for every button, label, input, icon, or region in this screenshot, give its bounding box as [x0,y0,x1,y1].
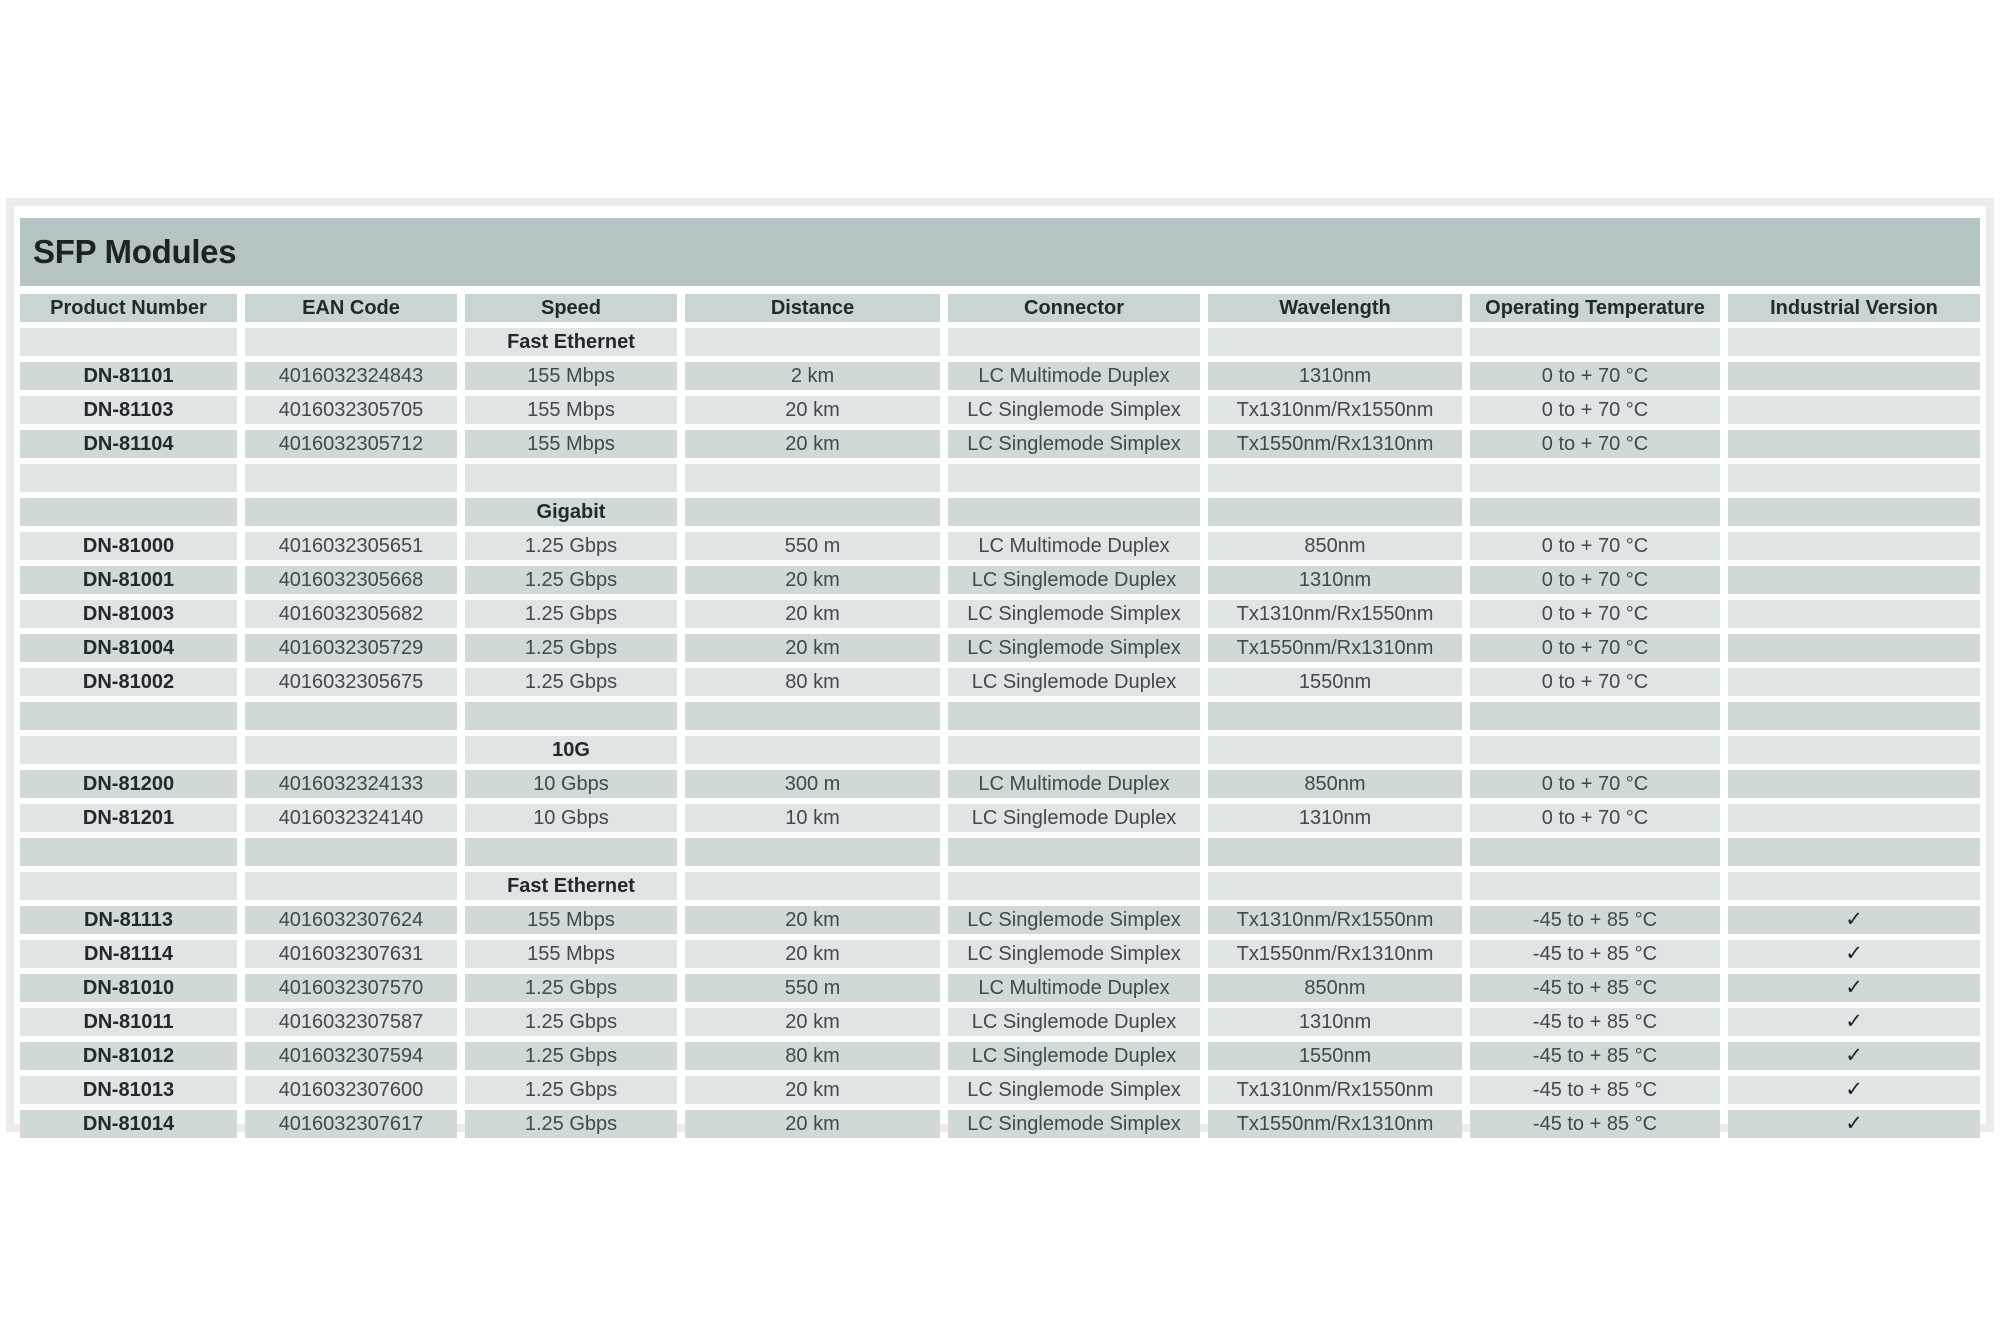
section-empty-cell [20,498,237,526]
industrial-check-cell [1728,974,1980,1002]
data-cell: LC Multimode Duplex [948,770,1200,798]
data-cell: 1310nm [1208,804,1462,832]
data-cell: Tx1550nm/Rx1310nm [1208,634,1462,662]
data-cell: 20 km [685,634,940,662]
check-icon: ✓ [1845,1044,1863,1067]
section-empty-cell [685,736,940,764]
data-cell [1728,804,1980,832]
data-cell [1728,396,1980,424]
page-title: SFP Modules [33,233,237,270]
data-cell: 1.25 Gbps [465,634,677,662]
section-empty-cell [685,328,940,356]
product-number-cell: DN-81113 [20,906,237,934]
data-cell: -45 to + 85 °C [1470,1042,1720,1070]
data-cell: 1310nm [1208,566,1462,594]
data-cell: 4016032305682 [245,600,457,628]
data-cell: 4016032305705 [245,396,457,424]
data-cell: 1.25 Gbps [465,1076,677,1104]
data-cell: 80 km [685,1042,940,1070]
data-cell: -45 to + 85 °C [1470,1110,1720,1138]
data-cell: 155 Mbps [465,906,677,934]
spacer-cell [245,838,457,866]
spacer-cell [20,838,237,866]
data-cell: 80 km [685,668,940,696]
spacer-cell [465,464,677,492]
data-cell: 4016032324133 [245,770,457,798]
data-cell: 4016032324140 [245,804,457,832]
data-cell: 4016032307594 [245,1042,457,1070]
section-empty-cell [685,872,940,900]
data-cell: 20 km [685,1110,940,1138]
product-number-cell: DN-81013 [20,1076,237,1104]
spacer-cell [1208,464,1462,492]
section-empty-cell [1470,498,1720,526]
spacer-cell [1470,838,1720,866]
data-cell: 0 to + 70 °C [1470,634,1720,662]
data-cell: 10 Gbps [465,804,677,832]
data-cell: 1550nm [1208,668,1462,696]
data-cell: LC Singlemode Simplex [948,634,1200,662]
data-cell: 20 km [685,396,940,424]
spacer-cell [245,464,457,492]
spacer-cell [465,702,677,730]
section-empty-cell [948,872,1200,900]
spacer-cell [948,702,1200,730]
column-header-2: Speed [465,294,677,322]
section-empty-cell [1728,328,1980,356]
data-cell: LC Singlemode Duplex [948,566,1200,594]
data-cell: 2 km [685,362,940,390]
section-empty-cell [1208,498,1462,526]
product-number-cell: DN-81001 [20,566,237,594]
spacer-cell [1728,702,1980,730]
spacer-cell [1728,464,1980,492]
data-cell: Tx1310nm/Rx1550nm [1208,396,1462,424]
spacer-cell [1470,702,1720,730]
data-cell: Tx1310nm/Rx1550nm [1208,906,1462,934]
data-cell: 155 Mbps [465,362,677,390]
section-empty-cell [1208,872,1462,900]
check-icon: ✓ [1845,942,1863,965]
data-cell: 850nm [1208,532,1462,560]
data-cell: 4016032307570 [245,974,457,1002]
data-cell: 4016032305668 [245,566,457,594]
column-header-0: Product Number [20,294,237,322]
section-empty-cell [948,736,1200,764]
section-empty-cell [1470,736,1720,764]
data-cell: 1.25 Gbps [465,668,677,696]
data-cell: 850nm [1208,770,1462,798]
data-cell: Tx1310nm/Rx1550nm [1208,600,1462,628]
data-cell: 550 m [685,974,940,1002]
data-cell: LC Singlemode Duplex [948,1042,1200,1070]
section-empty-cell [948,498,1200,526]
column-header-5: Wavelength [1208,294,1462,322]
data-cell: 20 km [685,1008,940,1036]
data-cell: 20 km [685,906,940,934]
data-cell: 0 to + 70 °C [1470,532,1720,560]
data-cell: LC Singlemode Duplex [948,1008,1200,1036]
product-number-cell: DN-81101 [20,362,237,390]
section-empty-cell [1728,736,1980,764]
data-cell: LC Singlemode Simplex [948,430,1200,458]
spacer-cell [685,838,940,866]
product-number-cell: DN-81010 [20,974,237,1002]
product-number-cell: DN-81014 [20,1110,237,1138]
check-icon: ✓ [1845,908,1863,931]
product-number-cell: DN-81003 [20,600,237,628]
data-cell: 20 km [685,430,940,458]
product-number-cell: DN-81114 [20,940,237,968]
data-cell: 0 to + 70 °C [1470,566,1720,594]
industrial-check-cell [1728,1042,1980,1070]
spacer-cell [1470,464,1720,492]
section-label-cell: 10G [465,736,677,764]
data-cell: Tx1550nm/Rx1310nm [1208,940,1462,968]
data-cell: LC Singlemode Simplex [948,906,1200,934]
spacer-cell [685,702,940,730]
data-cell: 300 m [685,770,940,798]
data-cell: LC Singlemode Simplex [948,396,1200,424]
data-cell: 1550nm [1208,1042,1462,1070]
table-sheet [14,206,1986,1135]
data-cell: -45 to + 85 °C [1470,906,1720,934]
data-cell: 20 km [685,940,940,968]
data-cell: LC Singlemode Simplex [948,1076,1200,1104]
section-empty-cell [1470,872,1720,900]
data-cell: 0 to + 70 °C [1470,362,1720,390]
spacer-cell [245,702,457,730]
product-number-cell: DN-81104 [20,430,237,458]
table-title-bar [20,218,1980,286]
data-cell: -45 to + 85 °C [1470,940,1720,968]
column-header-7: Industrial Version [1728,294,1980,322]
data-cell [1728,600,1980,628]
product-number-cell: DN-81004 [20,634,237,662]
data-cell: 0 to + 70 °C [1470,396,1720,424]
table-panel [6,198,1994,1135]
section-label-cell: Gigabit [465,498,677,526]
column-header-1: EAN Code [245,294,457,322]
data-cell: LC Multimode Duplex [948,532,1200,560]
data-cell [1728,634,1980,662]
section-empty-cell [948,328,1200,356]
data-cell: 10 Gbps [465,770,677,798]
section-empty-cell [20,736,237,764]
data-cell: Tx1550nm/Rx1310nm [1208,1110,1462,1138]
data-cell: 550 m [685,532,940,560]
data-cell: Tx1310nm/Rx1550nm [1208,1076,1462,1104]
data-cell: 0 to + 70 °C [1470,770,1720,798]
check-icon: ✓ [1845,1078,1863,1101]
data-cell: 0 to + 70 °C [1470,430,1720,458]
sfp-modules-table [20,294,1980,1138]
data-cell: LC Singlemode Simplex [948,940,1200,968]
data-cell: Tx1550nm/Rx1310nm [1208,430,1462,458]
data-cell: LC Multimode Duplex [948,362,1200,390]
check-icon: ✓ [1845,976,1863,999]
data-cell: 1.25 Gbps [465,1110,677,1138]
data-cell: -45 to + 85 °C [1470,1008,1720,1036]
product-number-cell: DN-81000 [20,532,237,560]
section-empty-cell [245,498,457,526]
data-cell: 0 to + 70 °C [1470,668,1720,696]
section-empty-cell [245,328,457,356]
section-empty-cell [1208,736,1462,764]
section-empty-cell [20,328,237,356]
data-cell: 1.25 Gbps [465,1042,677,1070]
data-cell: 4016032307624 [245,906,457,934]
industrial-check-cell [1728,906,1980,934]
product-number-cell: DN-81201 [20,804,237,832]
section-empty-cell [685,498,940,526]
data-cell [1728,362,1980,390]
data-cell: 4016032307617 [245,1110,457,1138]
data-cell: 1310nm [1208,362,1462,390]
product-number-cell: DN-81200 [20,770,237,798]
section-label-cell: Fast Ethernet [465,872,677,900]
data-cell: 4016032305675 [245,668,457,696]
data-cell [1728,668,1980,696]
product-number-cell: DN-81011 [20,1008,237,1036]
data-cell: 1.25 Gbps [465,532,677,560]
section-empty-cell [20,872,237,900]
data-cell: 0 to + 70 °C [1470,804,1720,832]
spacer-cell [20,464,237,492]
data-cell: LC Singlemode Simplex [948,600,1200,628]
data-cell: 4016032324843 [245,362,457,390]
spacer-cell [948,838,1200,866]
data-cell [1728,566,1980,594]
data-cell: 4016032305651 [245,532,457,560]
data-cell: 4016032307587 [245,1008,457,1036]
spacer-cell [20,702,237,730]
data-cell: LC Singlemode Simplex [948,1110,1200,1138]
section-empty-cell [245,736,457,764]
data-cell: 4016032305729 [245,634,457,662]
spacer-cell [948,464,1200,492]
spacer-cell [685,464,940,492]
column-header-3: Distance [685,294,940,322]
check-icon: ✓ [1845,1010,1863,1033]
column-header-6: Operating Temperature [1470,294,1720,322]
data-cell: 4016032305712 [245,430,457,458]
check-icon: ✓ [1845,1112,1863,1135]
spacer-cell [1208,838,1462,866]
section-empty-cell [245,872,457,900]
data-cell: 155 Mbps [465,430,677,458]
data-cell: LC Multimode Duplex [948,974,1200,1002]
data-cell [1728,430,1980,458]
section-empty-cell [1470,328,1720,356]
section-empty-cell [1208,328,1462,356]
spacer-cell [1208,702,1462,730]
data-cell: 155 Mbps [465,396,677,424]
data-cell: -45 to + 85 °C [1470,974,1720,1002]
data-cell: 20 km [685,566,940,594]
data-cell: 850nm [1208,974,1462,1002]
data-cell: LC Singlemode Duplex [948,804,1200,832]
data-cell: 4016032307600 [245,1076,457,1104]
data-cell [1728,532,1980,560]
data-cell [1728,770,1980,798]
data-cell: 20 km [685,600,940,628]
industrial-check-cell [1728,1008,1980,1036]
product-number-cell: DN-81103 [20,396,237,424]
section-empty-cell [1728,498,1980,526]
data-cell: -45 to + 85 °C [1470,1076,1720,1104]
data-cell: 4016032307631 [245,940,457,968]
spacer-cell [1728,838,1980,866]
data-cell: 1.25 Gbps [465,566,677,594]
data-cell: 155 Mbps [465,940,677,968]
data-cell: 1310nm [1208,1008,1462,1036]
product-number-cell: DN-81012 [20,1042,237,1070]
section-label-cell: Fast Ethernet [465,328,677,356]
industrial-check-cell [1728,1110,1980,1138]
data-cell: 0 to + 70 °C [1470,600,1720,628]
data-cell: 1.25 Gbps [465,1008,677,1036]
industrial-check-cell [1728,940,1980,968]
column-header-4: Connector [948,294,1200,322]
product-number-cell: DN-81002 [20,668,237,696]
spacer-cell [465,838,677,866]
section-empty-cell [1728,872,1980,900]
data-cell: LC Singlemode Duplex [948,668,1200,696]
industrial-check-cell [1728,1076,1980,1104]
data-cell: 20 km [685,1076,940,1104]
data-cell: 10 km [685,804,940,832]
data-cell: 1.25 Gbps [465,600,677,628]
data-cell: 1.25 Gbps [465,974,677,1002]
